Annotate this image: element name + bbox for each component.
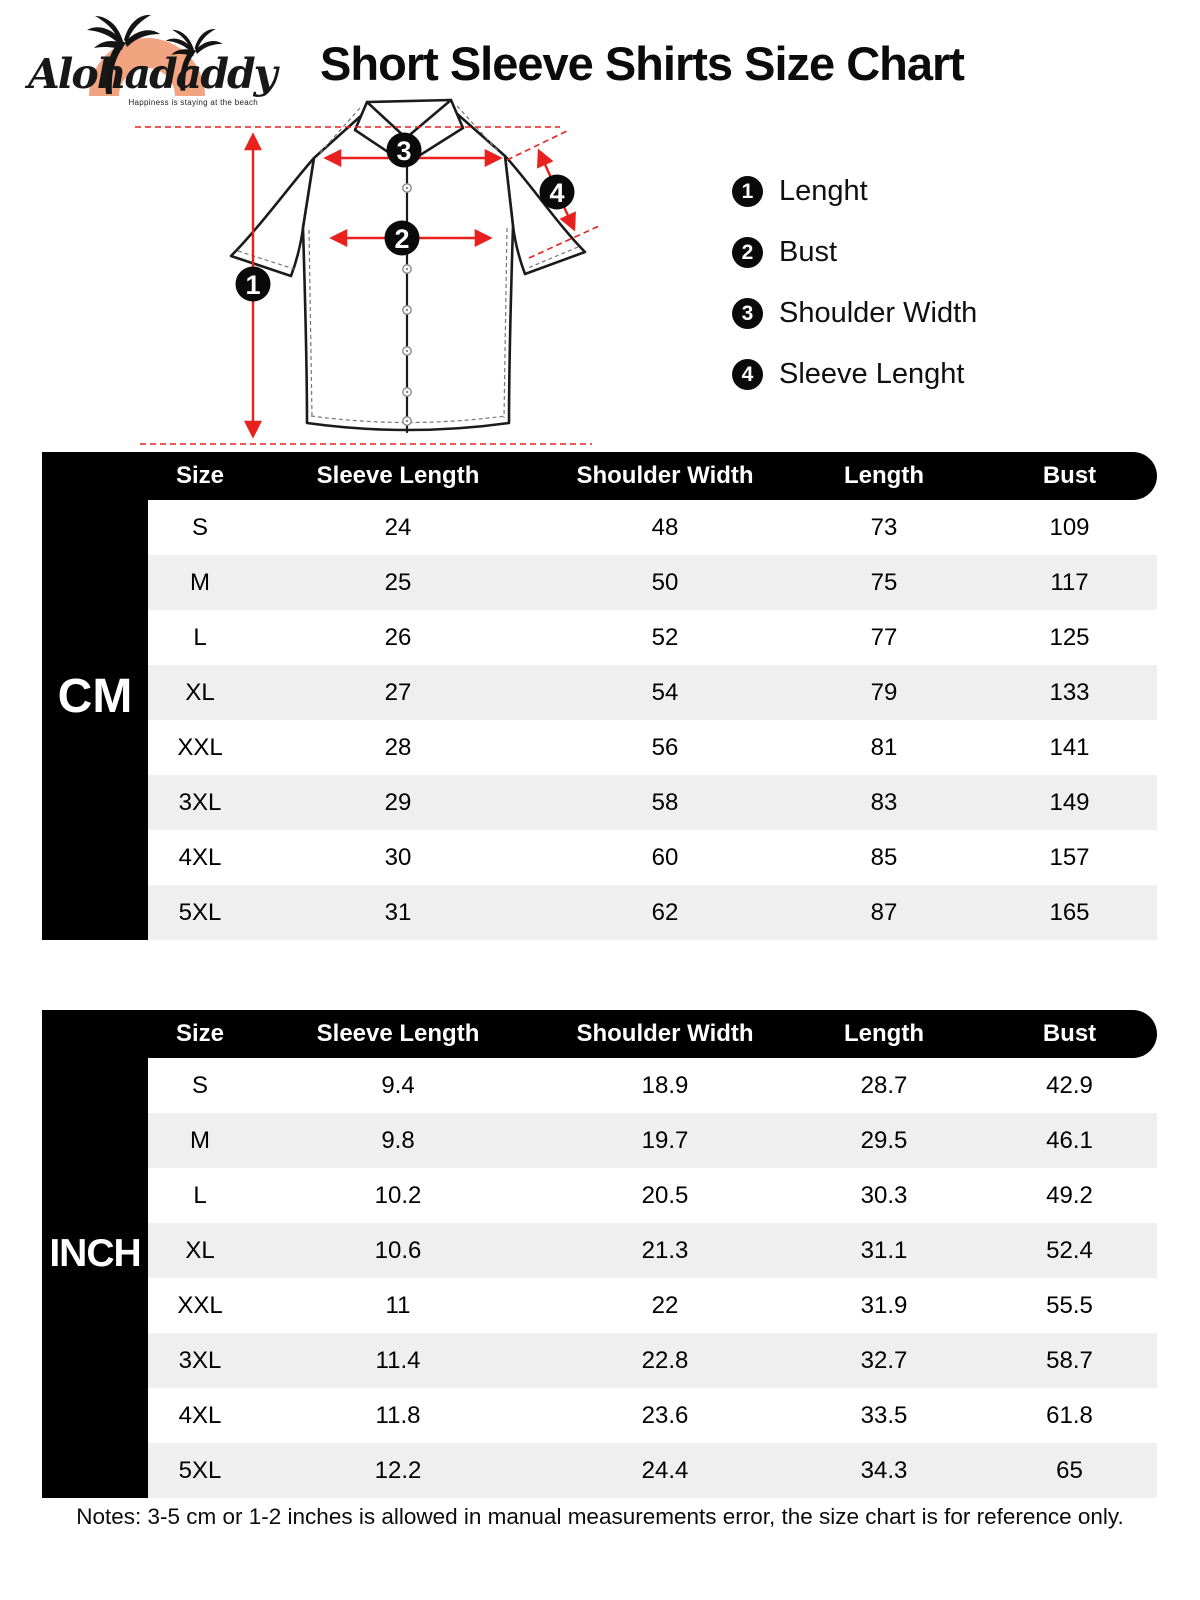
table-body (148, 1058, 1157, 1498)
value-cell: 29.5 (860, 1126, 908, 1154)
size-table-cm (42, 452, 1157, 940)
table-row (148, 775, 1157, 830)
value-cell: 56 (651, 733, 679, 761)
value-cell: 87 (870, 898, 898, 926)
value-cell: 50 (651, 568, 679, 596)
legend-item-sleeve-length (732, 359, 977, 390)
size-table-inch (42, 1010, 1157, 1498)
value-cell: 54 (651, 678, 679, 706)
legend-number-3: 3 (732, 298, 763, 329)
value-cell: 22 (651, 1291, 679, 1319)
marker-4: 4 (549, 178, 565, 208)
value-cell: 81 (870, 733, 898, 761)
table-row (148, 1058, 1157, 1113)
shirt-diagram-svg (105, 88, 625, 458)
brand-tagline: Happiness is staying at the beach (128, 98, 258, 107)
value-cell: 58 (651, 788, 679, 816)
value-cell: 34.3 (860, 1456, 908, 1484)
column-header: Size (175, 1020, 225, 1047)
table-header-row (42, 1010, 1157, 1058)
value-cell: 62 (651, 898, 679, 926)
column-header: Length (844, 462, 924, 489)
table-row (148, 1443, 1157, 1498)
table-row (148, 1333, 1157, 1388)
legend-label-bust: Bust (779, 236, 838, 268)
value-cell: 33.5 (860, 1401, 908, 1429)
value-cell: 11.8 (375, 1401, 421, 1429)
legend-number-2: 2 (732, 237, 763, 268)
legend-number-4: 4 (732, 359, 763, 390)
value-cell: 46.1 (1046, 1126, 1093, 1154)
value-cell: 9.8 (381, 1126, 415, 1154)
legend-item-shoulder-width (732, 298, 977, 329)
size-cell: XXL (177, 1291, 223, 1319)
marker-2: 2 (394, 224, 410, 254)
value-cell: 58.7 (1046, 1346, 1093, 1374)
size-cell: 4XL (178, 1401, 222, 1429)
value-cell: 23.6 (641, 1401, 689, 1429)
measurement-legend (732, 176, 977, 420)
value-cell: 31 (384, 898, 412, 926)
table-row (148, 1388, 1157, 1443)
value-cell: 26 (384, 623, 412, 651)
value-cell: 109 (1049, 513, 1090, 541)
legend-item-bust (732, 237, 977, 268)
column-header: Size (175, 462, 225, 489)
value-cell: 30.3 (860, 1181, 908, 1209)
value-cell: 79 (870, 678, 898, 706)
value-cell: 19.7 (641, 1126, 689, 1154)
table-row (148, 1278, 1157, 1333)
size-cell: L (193, 1181, 207, 1209)
value-cell: 52 (651, 623, 679, 651)
value-cell: 55.5 (1046, 1291, 1093, 1319)
value-cell: 157 (1049, 843, 1090, 871)
value-cell: 12.2 (374, 1456, 422, 1484)
table-row (148, 1113, 1157, 1168)
legend-label-sleeve-length: Sleeve Lenght (779, 358, 965, 390)
value-cell: 9.4 (381, 1071, 415, 1099)
size-cell: 5XL (178, 1456, 222, 1484)
value-cell: 29 (384, 788, 412, 816)
legend-label-length: Lenght (779, 175, 868, 207)
value-cell: 10.6 (374, 1236, 422, 1264)
value-cell: 11.4 (375, 1346, 421, 1374)
value-cell: 25 (384, 568, 412, 596)
value-cell: 60 (651, 843, 679, 871)
value-cell: 48 (651, 513, 679, 541)
table-body (148, 500, 1157, 940)
value-cell: 22.8 (641, 1346, 689, 1374)
value-cell: 77 (870, 623, 898, 651)
value-cell: 83 (870, 788, 898, 816)
value-cell: 49.2 (1046, 1181, 1093, 1209)
value-cell: 20.5 (641, 1181, 689, 1209)
value-cell: 42.9 (1046, 1071, 1093, 1099)
value-cell: 141 (1049, 733, 1090, 761)
column-header: Bust (1042, 462, 1097, 489)
size-cell: M (190, 1126, 210, 1154)
value-cell: 117 (1050, 568, 1089, 596)
size-cell: 3XL (178, 1346, 222, 1374)
value-cell: 30 (384, 843, 412, 871)
legend-label-shoulder-width: Shoulder Width (779, 297, 978, 329)
value-cell: 11 (385, 1291, 411, 1319)
value-cell: 10.2 (374, 1181, 422, 1209)
column-header: Sleeve Length (316, 1020, 480, 1047)
page-title: Short Sleeve Shirts Size Chart (320, 37, 964, 90)
value-cell: 32.7 (860, 1346, 908, 1374)
value-cell: 73 (870, 513, 898, 541)
table-row (148, 830, 1157, 885)
size-cell: XL (185, 678, 215, 706)
size-cell: XL (185, 1236, 215, 1264)
value-cell: 21.3 (641, 1236, 689, 1264)
size-cell: M (190, 568, 210, 596)
value-cell: 31.9 (860, 1291, 908, 1319)
table-row (148, 885, 1157, 940)
value-cell: 52.4 (1046, 1236, 1093, 1264)
marker-3: 3 (396, 136, 412, 166)
column-header: Bust (1042, 1020, 1097, 1047)
table-row (148, 1168, 1157, 1223)
size-cell: S (191, 513, 208, 541)
value-cell: 18.9 (641, 1071, 689, 1099)
table-row (148, 555, 1157, 610)
size-cell: L (193, 623, 207, 651)
value-cell: 165 (1049, 898, 1090, 926)
value-cell: 75 (870, 568, 898, 596)
size-cell: XXL (177, 733, 223, 761)
value-cell: 28 (384, 733, 412, 761)
value-cell: 61.8 (1046, 1401, 1093, 1429)
table-row (148, 665, 1157, 720)
marker-1: 1 (245, 270, 261, 300)
brand-name: Alohadaddy (28, 50, 276, 98)
table-header-row (42, 452, 1157, 500)
unit-label-cm: CM (42, 452, 148, 940)
size-cell: 5XL (178, 898, 222, 926)
column-header: Shoulder Width (576, 1020, 754, 1047)
value-cell: 65 (1056, 1456, 1083, 1484)
legend-number-1: 1 (732, 176, 763, 207)
value-cell: 133 (1049, 678, 1090, 706)
value-cell: 27 (384, 678, 412, 706)
table-row (148, 720, 1157, 775)
value-cell: 31.1 (860, 1236, 908, 1264)
value-cell: 24 (384, 513, 412, 541)
size-cell: 3XL (178, 788, 222, 816)
value-cell: 28.7 (860, 1071, 908, 1099)
value-cell: 125 (1049, 623, 1090, 651)
column-header: Shoulder Width (576, 462, 754, 489)
value-cell: 85 (870, 843, 898, 871)
value-cell: 149 (1049, 788, 1090, 816)
value-cell: 24.4 (641, 1456, 689, 1484)
table-row (148, 500, 1157, 555)
size-cell: S (191, 1071, 208, 1099)
unit-label-inch: INCH (42, 1010, 148, 1498)
notes-text: Notes: 3-5 cm or 1-2 inches is allowed in manual measurements error, the size chart is for reference only. (76, 1504, 1124, 1529)
legend-item-length (732, 176, 977, 207)
size-cell: 4XL (178, 843, 222, 871)
table-row (148, 610, 1157, 665)
column-header: Length (844, 1020, 924, 1047)
column-header: Sleeve Length (316, 462, 480, 489)
shirt-measurement-diagram (105, 88, 625, 458)
table-row (148, 1223, 1157, 1278)
